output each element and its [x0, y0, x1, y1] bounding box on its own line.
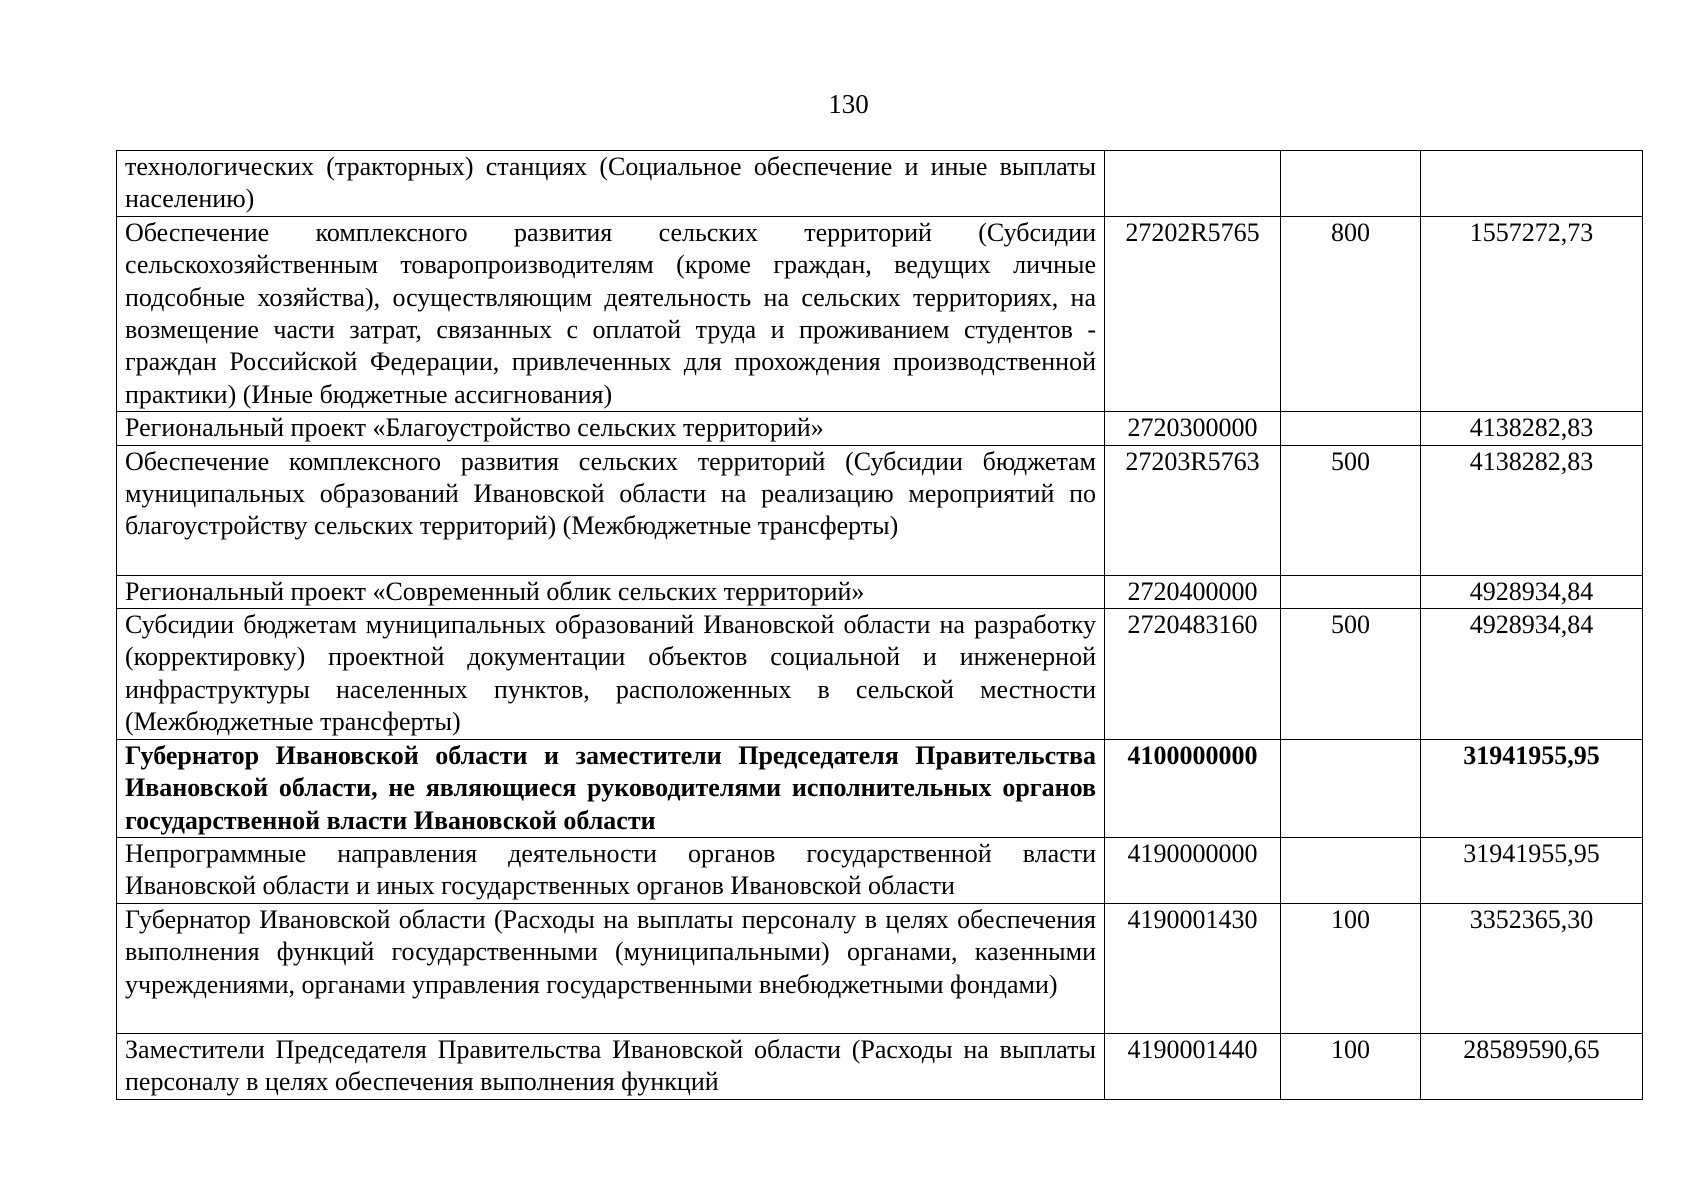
row-expense-type: 100 — [1281, 1033, 1421, 1099]
row-description: Региональный проект «Благоустройство сельских территорий» — [117, 412, 1105, 445]
table-row — [117, 1033, 1643, 1099]
row-amount: 1557272,73 — [1421, 216, 1643, 411]
row-amount: 4928934,84 — [1421, 575, 1643, 608]
row-amount: 28589590,65 — [1421, 1033, 1643, 1099]
row-expense-type — [1281, 739, 1421, 837]
budget-table — [116, 150, 1643, 1100]
row-amount: 31941955,95 — [1421, 739, 1643, 837]
row-expense-type — [1281, 575, 1421, 608]
row-expense-type: 500 — [1281, 609, 1421, 740]
row-expense-type: 800 — [1281, 216, 1421, 411]
row-expense-type: 100 — [1281, 903, 1421, 1033]
table-row — [117, 739, 1643, 837]
table-row — [117, 903, 1643, 1033]
row-expense-type: 500 — [1281, 445, 1421, 575]
table-row — [117, 151, 1643, 217]
row-amount — [1421, 151, 1643, 217]
table-row — [117, 837, 1643, 903]
row-expense-type — [1281, 837, 1421, 903]
page-number: 130 — [828, 89, 869, 119]
row-code: 4100000000 — [1105, 739, 1281, 837]
row-code: 4190001440 — [1105, 1033, 1281, 1099]
row-code: 27202R5765 — [1105, 216, 1281, 411]
row-description: технологических (тракторных) станциях (Социальное обеспечение и иные выплаты населению) — [117, 151, 1105, 217]
row-code — [1105, 151, 1281, 217]
table-row — [117, 445, 1643, 575]
row-code: 2720483160 — [1105, 609, 1281, 740]
row-description: Региональный проект «Современный облик сельских территорий» — [117, 575, 1105, 608]
row-description: Непрограммные направления деятельности органов государственной власти Ивановской области и иных государственных органов Ивановской области — [117, 837, 1105, 903]
row-code: 4190000000 — [1105, 837, 1281, 903]
row-code: 27203R5763 — [1105, 445, 1281, 575]
row-code: 2720300000 — [1105, 412, 1281, 445]
table-row — [117, 609, 1643, 740]
row-code: 2720400000 — [1105, 575, 1281, 608]
row-amount: 4138282,83 — [1421, 445, 1643, 575]
row-amount: 4928934,84 — [1421, 609, 1643, 740]
table-row — [117, 216, 1643, 411]
row-description: Субсидии бюджетам муниципальных образований Ивановской области на разработку (корректировку) проектной документации объектов социальной и инженерной инфраструктуры населенных пунктов, расположенных в сельской местности (Межбюджетные трансферты) — [117, 609, 1105, 740]
row-description: Губернатор Ивановской области (Расходы на выплаты персоналу в целях обеспечения выполнения функций государственными (муниципальными) органами, казенными учреждениями, органами управления государственными внебюджетными фондами) — [117, 903, 1105, 1033]
table-row — [117, 575, 1643, 608]
row-amount: 3352365,30 — [1421, 903, 1643, 1033]
row-description: Обеспечение комплексного развития сельских территорий (Субсидии сельскохозяйственным товаропроизводителям (кроме граждан, ведущих личные подсобные хозяйства), осуществляющим деятельность на сельских территориях, на возмещение части затрат, связанных с оплатой труда и проживанием студентов - граждан Российской Федерации, привлеченных для прохождения производственной практики) (Иные бюджетные ассигнования) — [117, 216, 1105, 411]
table-row — [117, 412, 1643, 445]
row-description: Обеспечение комплексного развития сельских территорий (Субсидии бюджетам муниципальных образований Ивановской области на реализацию мероприятий по благоустройству сельских территорий) (Межбюджетные трансферты) — [117, 445, 1105, 575]
row-amount: 31941955,95 — [1421, 837, 1643, 903]
row-description: Заместители Председателя Правительства Ивановской области (Расходы на выплаты персоналу в целях обеспечения выполнения функций — [117, 1033, 1105, 1099]
row-code: 4190001430 — [1105, 903, 1281, 1033]
row-expense-type — [1281, 151, 1421, 217]
row-description: Губернатор Ивановской области и заместители Председателя Правительства Ивановской области, не являющиеся руководителями исполнительных органов государственной власти Ивановской области — [117, 739, 1105, 837]
row-amount: 4138282,83 — [1421, 412, 1643, 445]
row-expense-type — [1281, 412, 1421, 445]
